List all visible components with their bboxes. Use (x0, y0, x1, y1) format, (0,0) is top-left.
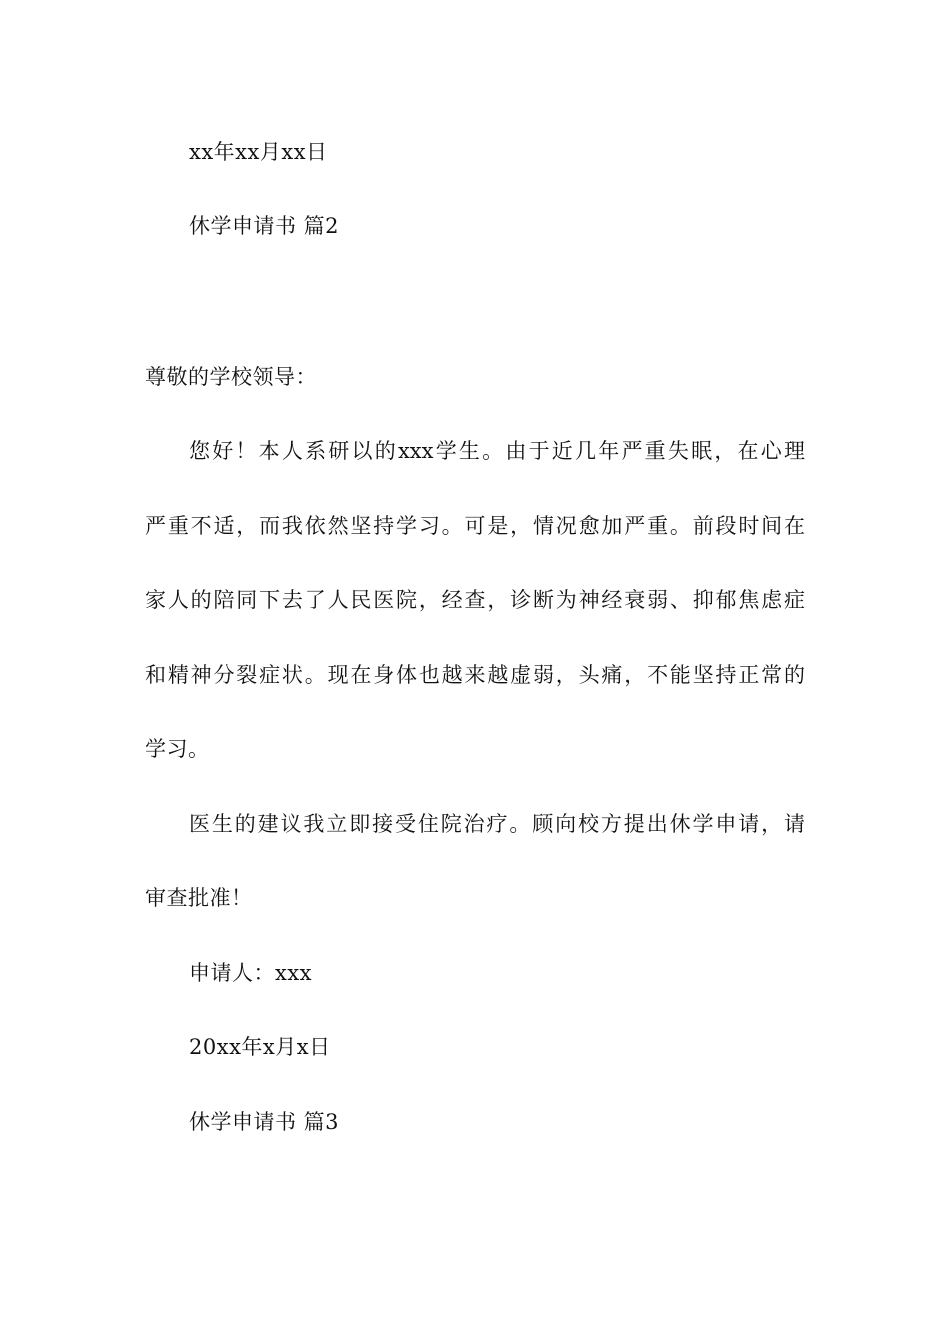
section-heading-2: 休学申请书 篇2 (189, 214, 340, 238)
paragraph-1-line-1: 您好！本人系研以的xxx学生。由于近几年严重失眠，在心理 (189, 439, 805, 463)
paragraph-1-line-4: 和精神分裂症状。现在身体也越来越虚弱，头痛，不能坚持正常的 (145, 663, 805, 687)
paragraph-1-line-5: 学习。 (145, 737, 210, 761)
paragraph-2-line-2: 审查批准！ (145, 886, 253, 910)
salutation: 尊敬的学校领导： (145, 365, 317, 389)
date-bottom: 20xx年x月x日 (189, 1035, 331, 1059)
paragraph-1-line-3: 家人的陪同下去了人民医院，经查，诊断为神经衰弱、抑郁焦虑症 (145, 588, 805, 612)
paragraph-2-line-1: 医生的建议我立即接受住院治疗。顾向校方提出休学申请，请 (189, 812, 805, 836)
paragraph-1-line-2: 严重不适，而我依然坚持学习。可是，情况愈加严重。前段时间在 (145, 514, 805, 538)
section-heading-3: 休学申请书 篇3 (189, 1110, 340, 1134)
date-top: xx年xx月xx日 (189, 140, 328, 164)
applicant-signature: 申请人：xxx (189, 961, 313, 985)
